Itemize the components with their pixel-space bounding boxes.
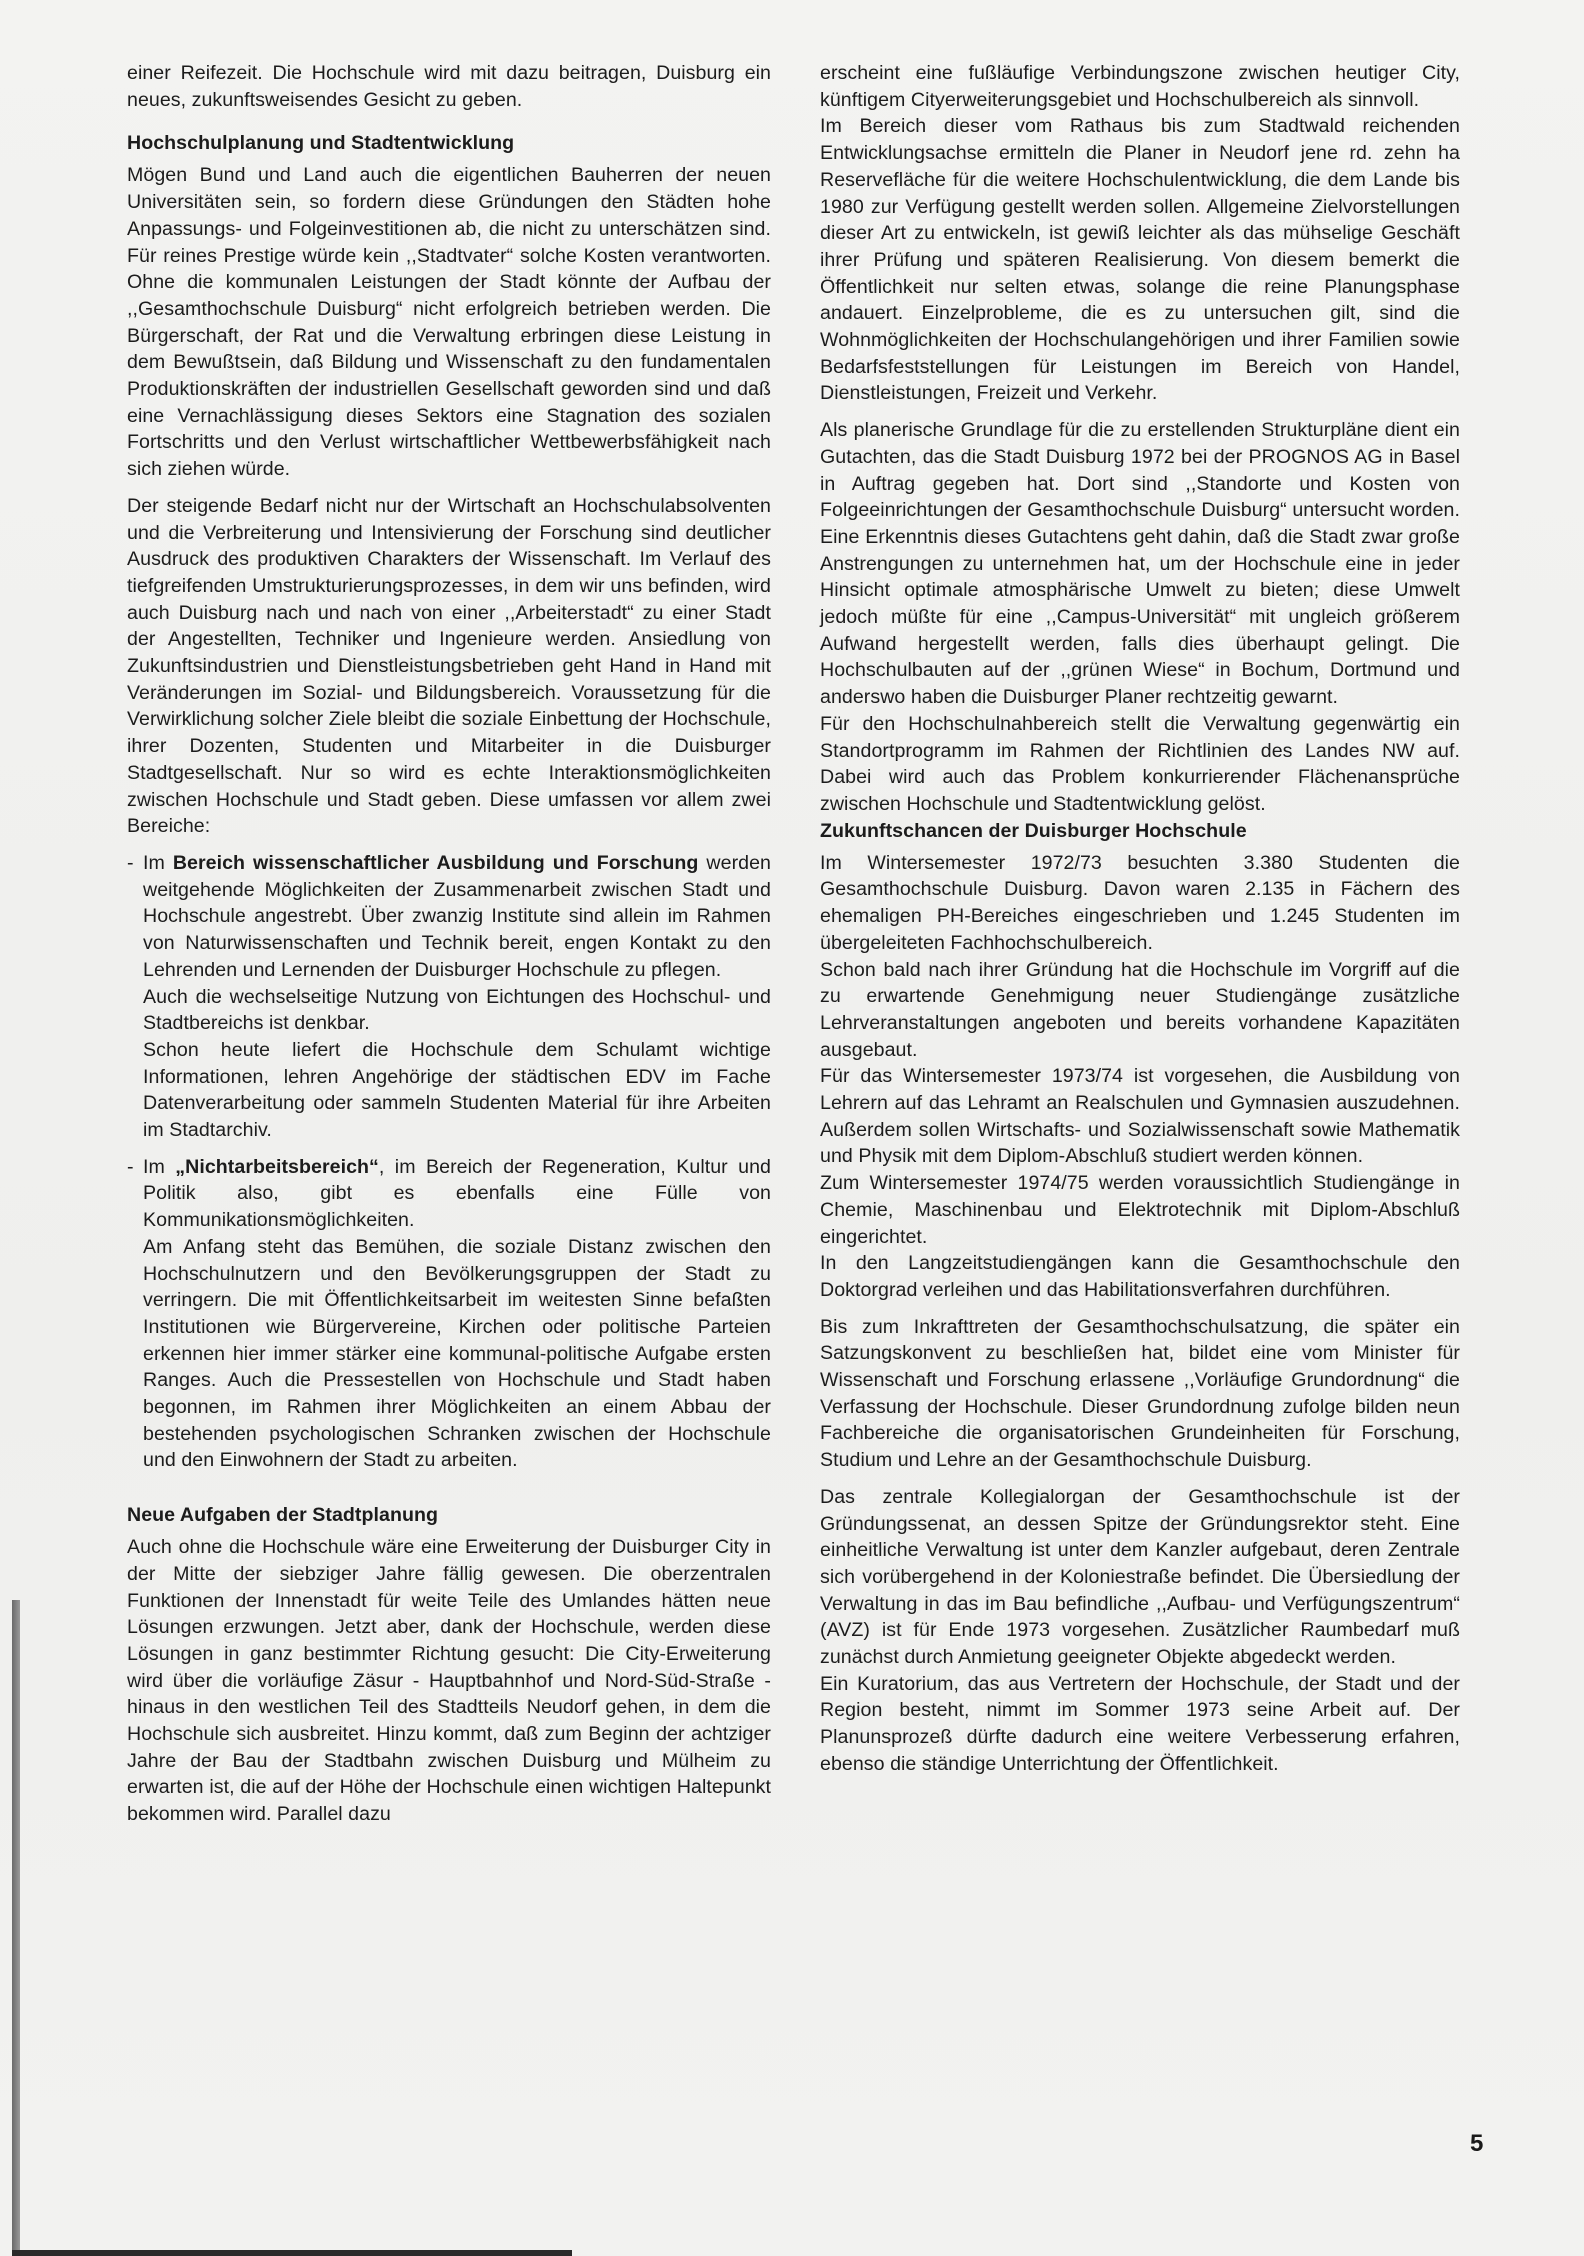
body-paragraph: Als planerische Grundlage für die zu erstellenden Strukturpläne dient ein Gutachten, das die Stadt Duisburg 1972 bei der PROGNOS AG in Basel in Auftrag gegeben hat. Dort sind ,,Standorte und Kosten von Folgeeinrichtungen der Gesamthochschule Duisburg“ untersucht worden. Eine Erkenntnis dieses Gutachtens geht dahin, daß die Stadt zwar große Anstrengungen zu unternehmen hat, um der Hochschule eine in jeder Hinsicht optimale atmosphärische Umwelt zu bieten; diese Umwelt jedoch müßte für eine ,,Campus-Universität“ mit ungleich größerem Aufwand hergestellt werden, falls dies überhaupt gelingt. Die Hochschulbauten auf der ,,grünen Wiese“ in Bochum, Dortmund und anderswo haben die Duisburger Planer rechtzeitig gewarnt.: [820, 419, 1460, 709]
body-paragraph: Schon bald nach ihrer Gründung hat die Hochschule im Vorgriff auf die zu erwartende Genehmigung neuer Studiengänge zusätzliche Lehrveranstaltungen angeboten und bereits vorhandene Kapazitäten ausgebaut.: [820, 958, 1460, 1061]
section-heading-stadtplanung: Neue Aufgaben der Stadtplanung: [127, 1504, 439, 1527]
bullet-suffix: werden weitgehende Möglichkeiten der Zusammenarbeit zwischen Stadt und Hochschule angestrebt. Über zwanzig Institute sind allein im Rahmen von Naturwissenschaften und Technik bereit, engen Kontakt zu den Lehrenden und Lernenden der Duisburger Hochschule zu pflegen.: [143, 851, 771, 981]
section-heading-hochschulplanung: Hochschulplanung und Stadtentwicklung: [127, 132, 515, 155]
bullet-dash: -: [127, 851, 134, 874]
scan-edge-shadow: [12, 1600, 20, 2256]
right-column: [820, 60, 1460, 1778]
body-paragraph: Für das Wintersemester 1973/74 ist vorgesehen, die Ausbildung von Lehrern auf das Lehramt an Realschulen und Gymnasien auszudehnen. Außerdem sollen Wirtschafts- und Sozialwissenschaft sowie Mathematik und Physik mit dem Diplom-Abschluß studiert werden können.: [820, 1065, 1460, 1168]
page-number: 5: [1470, 2130, 1484, 2157]
body-paragraph: Mögen Bund und Land auch die eigentlichen Bauherren der neuen Universitäten sein, so fordern diese Gründungen den Städten hohe Anpassungs- und Folgeinvestitionen ab, die nicht zu unterschätzen sind. Für reines Prestige würde kein ,,Stadtvater“ solche Kosten verantworten. Ohne die kommunalen Leistungen der Stadt könnte der Aufbau der ,,Gesamthochschule Duisburg“ nicht erfolgreich betrieben werden. Die Bürgerschaft, der Rat und die Verwaltung erbringen diese Leistung in dem Bewußtsein, daß Bildung und Wissenschaft zu den fundamentalen Produktionskräften der industriellen Gesellschaft geworden sind und daß eine Vernachlässigung dieses Sektors eine Stagnation des sozialen Fortschritts und den Verlust wirtschaftlicher Wettbewerbsfähigkeit nach sich ziehen würde.: [127, 164, 771, 481]
intro-paragraph: einer Reifezeit. Die Hochschule wird mit dazu beitragen, Duisburg ein neues, zukunftsweisendes Gesicht zu geben.: [127, 62, 771, 111]
bullet-text: [143, 1154, 771, 1234]
left-column: [127, 60, 771, 1828]
bullet-item-ausbildung: [127, 850, 771, 1144]
bullet-text: [143, 850, 771, 984]
body-paragraph: Das zentrale Kollegialorgan der Gesamthochschule ist der Gründungssenat, an dessen Spitze der Gründungsrektor steht. Eine einheitliche Verwaltung ist unter dem Kanzler aufgebaut, deren Zentrale sich vorübergehend in der Koloniestraße befindet. Die Übersiedlung der Verwaltung in das im Bau befindliche ,,Aufbau- und Verfügungszentrum“ (AVZ) ist für Ende 1973 vorgesehen. Zusätzlicher Raumbedarf muß zunächst durch Anmietung geeigneter Objekte abgedeckt werden.: [820, 1485, 1460, 1669]
body-paragraph: Im Bereich dieser vom Rathaus bis zum Stadtwald reichenden Entwicklungsachse ermitteln die Planer in Neudorf jene rd. zehn ha Reservefläche für die weitere Hochschulentwicklung, die dem Lande bis 1980 zur Verfügung gestellt werden sollen. Allgemeine Zielvorstellungen dieser Art zu entwickeln, ist gewiß leichter als das mühselige Geschäft ihrer Prüfung und späteren Realisierung. Von diesem bemerkt die Öffentlichkeit nur selten etwas, solange die reine Planungsphase andauert. Einzelprobleme, die es zu untersuchen gilt, sind die Wohnmöglichkeiten der Hochschulangehörigen und ihrer Familien sowie Bedarfsfeststellungen für Leistungen im Bereich von Handel, Dienstleistungen, Freizeit und Verkehr.: [820, 115, 1460, 405]
bullet-bold-term: Bereich wissenschaftlicher Ausbildung und Forschung: [172, 851, 699, 874]
bullet-extra-paragraph: Auch die wechselseitige Nutzung von Eichtungen des Hochschul- und Stadtbereichs ist denkbar.: [143, 985, 771, 1035]
bullet-extra-paragraph: Schon heute liefert die Hochschule dem Schulamt wichtige Informationen, lehren Angehörige der städtischen EDV im Fache Datenverarbeitung oder sammeln Studenten Material für ihre Arbeiten im Stadtarchiv.: [143, 1038, 771, 1142]
body-paragraph: Zum Wintersemester 1974/75 werden voraussichtlich Studiengänge in Chemie, Maschinenbau und Elektrotechnik mit Diplom-Abschluß eingerichtet.: [820, 1172, 1460, 1248]
bullet-item-nichtarbeitsbereich: [127, 1154, 771, 1474]
body-paragraph: Auch ohne die Hochschule wäre eine Erweiterung der Duisburger City in der Mitte der siebziger Jahre fällig gewesen. Die oberzentralen Funktionen der Innenstadt für weite Teile des Umlandes hätten neue Lösungen erzwungen. Jetzt aber, dank der Hochschule, werden diese Lösungen in ganz bestimmter Richtung gesucht: Die City-Erweiterung wird über die vorläufige Zäsur - Hauptbahnhof und Nord-Süd-Straße - hinaus in den westlichen Teil des Stadtteils Neudorf gehen, in dem die Hochschule sich ausbreitet. Hinzu kommt, daß zum Beginn der achtziger Jahre der Bau der Stadtbahn zwischen Duisburg und Mülheim zu erwarten ist, die auf der Höhe der Hochschule einen wichtigen Haltepunkt bekommen wird. Parallel dazu: [127, 1536, 771, 1826]
bullet-bold-term: „Nichtarbeitsbereich“: [175, 1155, 379, 1178]
bullet-prefix: Im: [143, 851, 173, 874]
body-paragraph: In den Langzeitstudiengängen kann die Gesamthochschule den Doktorgrad verleihen und das Habilitationsverfahren durchführen.: [820, 1252, 1460, 1301]
body-paragraph: Für den Hochschulnahbereich stellt die Verwaltung gegenwärtig ein Standortprogramm im Rahmen der Richtlinien des Landes NW auf. Dabei wird auch das Problem konkurrierender Flächenansprüche zwischen Hochschule und Stadtentwicklung gelöst.: [820, 712, 1460, 815]
body-paragraph: Bis zum Inkrafttreten der Gesamthochschulsatzung, die später ein Satzungskonvent zu beschließen hat, bildet eine vom Minister für Wissenschaft und Forschung erlassene ,,Vorläufige Grundordnung“ die Verfassung der Hochschule. Dieser Grundordnung zufolge bilden neun Fachbereiche die organisatorischen Grundeinheiten für Forschung, Studium und Lehre an der Gesamthochschule Duisburg.: [820, 1315, 1460, 1472]
bullet-extra-paragraph: Am Anfang steht das Bemühen, die soziale Distanz zwischen den Hochschulnutzern und den Bevölkerungsgruppen der Stadt zu verringern. Die mit Öffentlichkeitsarbeit im weitesten Sinne befaßten Institutionen wie Bürgervereine, Kirchen oder politische Parteien erkennen hier immer stärker eine kommunal-politische Aufgabe ersten Ranges. Auch die Pressestellen von Hochschule und Stadt haben begonnen, im Rahmen ihrer Möglichkeiten an einem Abbau der bestehenden psychologischen Schranken zwischen der Hochschule und den Einwohnern der Stadt zu arbeiten.: [143, 1235, 771, 1472]
bullet-suffix: , im Bereich der Regeneration, Kultur und Politik also, gibt es ebenfalls eine Fülle von Kommunikationsmöglichkeiten.: [143, 1155, 772, 1232]
section-heading-zukunftschancen: Zukunftschancen der Duisburger Hochschule: [820, 819, 1247, 842]
bullet-prefix: Im: [143, 1155, 176, 1178]
body-paragraph: erscheint eine fußläufige Verbindungszone zwischen heutiger City, künftigem Cityerweiterungsgebiet und Hochschulbereich als sinnvoll.: [820, 62, 1460, 111]
body-paragraph: Ein Kuratorium, das aus Vertretern der Hochschule, der Stadt und der Region besteht, nimmt im Sommer 1973 seine Arbeit auf. Der Planunsprozeß dürfte dadurch eine weitere Verbesserung erfahren, ebenso die ständige Unterrichtung der Öffentlichkeit.: [820, 1672, 1460, 1775]
scan-bottom-edge: [12, 2250, 572, 2256]
body-paragraph: Der steigende Bedarf nicht nur der Wirtschaft an Hochschulabsolventen und die Verbreiterung und Intensivierung der Forschung sind deutlicher Ausdruck des produktiven Charakters der Wissenschaft. Im Verlauf des tiefgreifenden Umstrukturierungsprozesses, in dem wir uns befinden, wird auch Duisburg nach und nach von einer ,,Arbeiterstadt“ zu einer Stadt der Angestellten, Techniker und Ingenieure werden. Ansiedlung von Zukunftsindustrien und Dienstleistungsbetrieben geht Hand in Hand mit Veränderungen im Sozial- und Bildungsbereich. Voraussetzung für die Verwirklichung solcher Ziele bleibt die soziale Einbettung der Hochschule, ihrer Dozenten, Studenten und Mitarbeiter in die Duisburger Stadtgesellschaft. Nur so wird es echte Interaktionsmöglichkeiten zwischen Hochschule und Stadt geben. Diese umfassen vor allem zwei Bereiche:: [127, 494, 771, 838]
body-paragraph: Im Wintersemester 1972/73 besuchten 3.380 Studenten die Gesamthochschule Duisburg. Davon waren 2.135 in Fächern des ehemaligen PH-Bereiches eingeschrieben und 1.245 Studenten im übergeleiteten Fachhochschulbereich.: [820, 851, 1460, 954]
bullet-dash: -: [127, 1155, 134, 1178]
